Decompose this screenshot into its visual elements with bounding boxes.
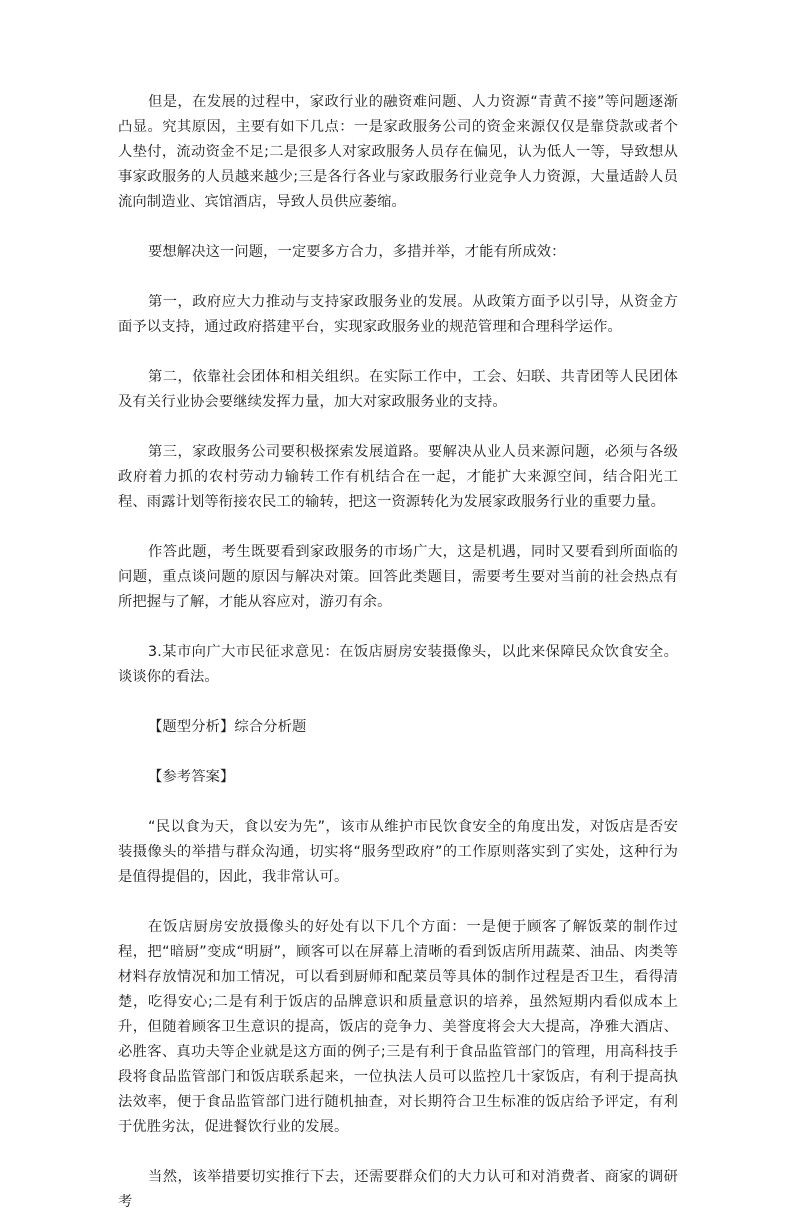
paragraph-answer-intro: “民以食为天，食以安为先”，该市从维护市民饮食安全的角度出发，对饭店是否安装摄像头的举措与群众沟通，切实将“服务型政府”的工作原则落实到了实处，这种行为是值得提倡的，因此，我非常认可。 [118, 819, 678, 885]
paragraph-answer-tips: 作答此题，考生既要看到家政服务的市场广大，这是机遇，同时又要看到所面临的问题，重点谈问题的原因与解决对策。回答此类题目，需要考生要对当前的社会热点有所把握与了解，才能从容应对，游刃有余。 [118, 544, 678, 610]
paragraph-question-type: 【题型分析】综合分析题 [148, 719, 307, 735]
paragraph-difficulties: 但是，在发展的过程中，家政行业的融资难问题、人力资源“青黄不接”等问题逐渐凸显。究其原因，主要有如下几点：一是家政服务公司的资金来源仅仅是靠贷款或者个人垫付，流动资金不足;二是很多人对家政服务人员存在偏见，认为低人一等，导致想从事家政服务的人员越来越少;三是各行各业与家政服务行业竞争人力资源，大量适龄人员流向制造业、宾馆酒店，导致人员供应萎缩。 [118, 94, 678, 210]
paragraph-second-measure: 第二，依靠社会团体和相关组织。在实际工作中，工会、妇联、共青团等人民团体及有关行业协会要继续发挥力量，加大对家政服务业的支持。 [118, 369, 678, 410]
paragraph-question-3: 3.某市向广大市民征求意见：在饭店厨房安装摄像头，以此来保障民众饮食安全。谈谈你的看法。 [118, 644, 678, 685]
paragraph-camera-benefits: 在饭店厨房安放摄像头的好处有以下几个方面：一是便于顾客了解饭菜的制作过程，把“暗厨”变成“明厨”，顾客可以在屏幕上清晰的看到饭店所用蔬菜、油品、肉类等材料存放情况和加工情况，可以看到厨师和配菜员等具体的制作过程是否卫生，看得清楚，吃得安心;二是有利于饭店的品牌意识和质量意识的培养，虽然短期内看似成本上升，但随着顾客卫生意识的提高，饭店的竞争力、美誉度将会大大提高，净雅大酒店、必胜客、真功夫等企业就是这方面的例子;三是有利于食品监管部门的管理，用高科技手段将食品监管部门和饭店联系起来，一位执法人员可以监控几十家饭店，有利于提高执法效率，便于食品监管部门进行随机抽查，对长期符合卫生标准的饭店给予评定，有利于优胜劣汰，促进餐饮行业的发展。 [118, 919, 678, 1135]
paragraph-third-measure: 第三，家政服务公司要积极探索发展道路。要解决从业人员来源问题，必须与各级政府着力抓的农村劳动力输转工作有机结合在一起，才能扩大来源空间，结合阳光工程、雨露计划等衔接农民工的输转，把这一资源转化为发展家政服务行业的重要力量。 [118, 444, 678, 510]
document-page [118, 90, 678, 1215]
paragraph-first-measure: 第一，政府应大力推动与支持家政服务业的发展。从政策方面予以引导，从资金方面予以支持，通过政府搭建平台，实现家政服务业的规范管理和合理科学运作。 [118, 294, 678, 335]
paragraph-reference-answer-heading: 【参考答案】 [148, 769, 235, 785]
paragraph-solution-intro: 要想解决这一问题，一定要多方合力，多措并举，才能有所成效： [148, 244, 566, 260]
paragraph-conclusion: 当然，该举措要切实推行下去，还需要群众们的大力认可和对消费者、商家的调研考 [118, 1169, 678, 1210]
